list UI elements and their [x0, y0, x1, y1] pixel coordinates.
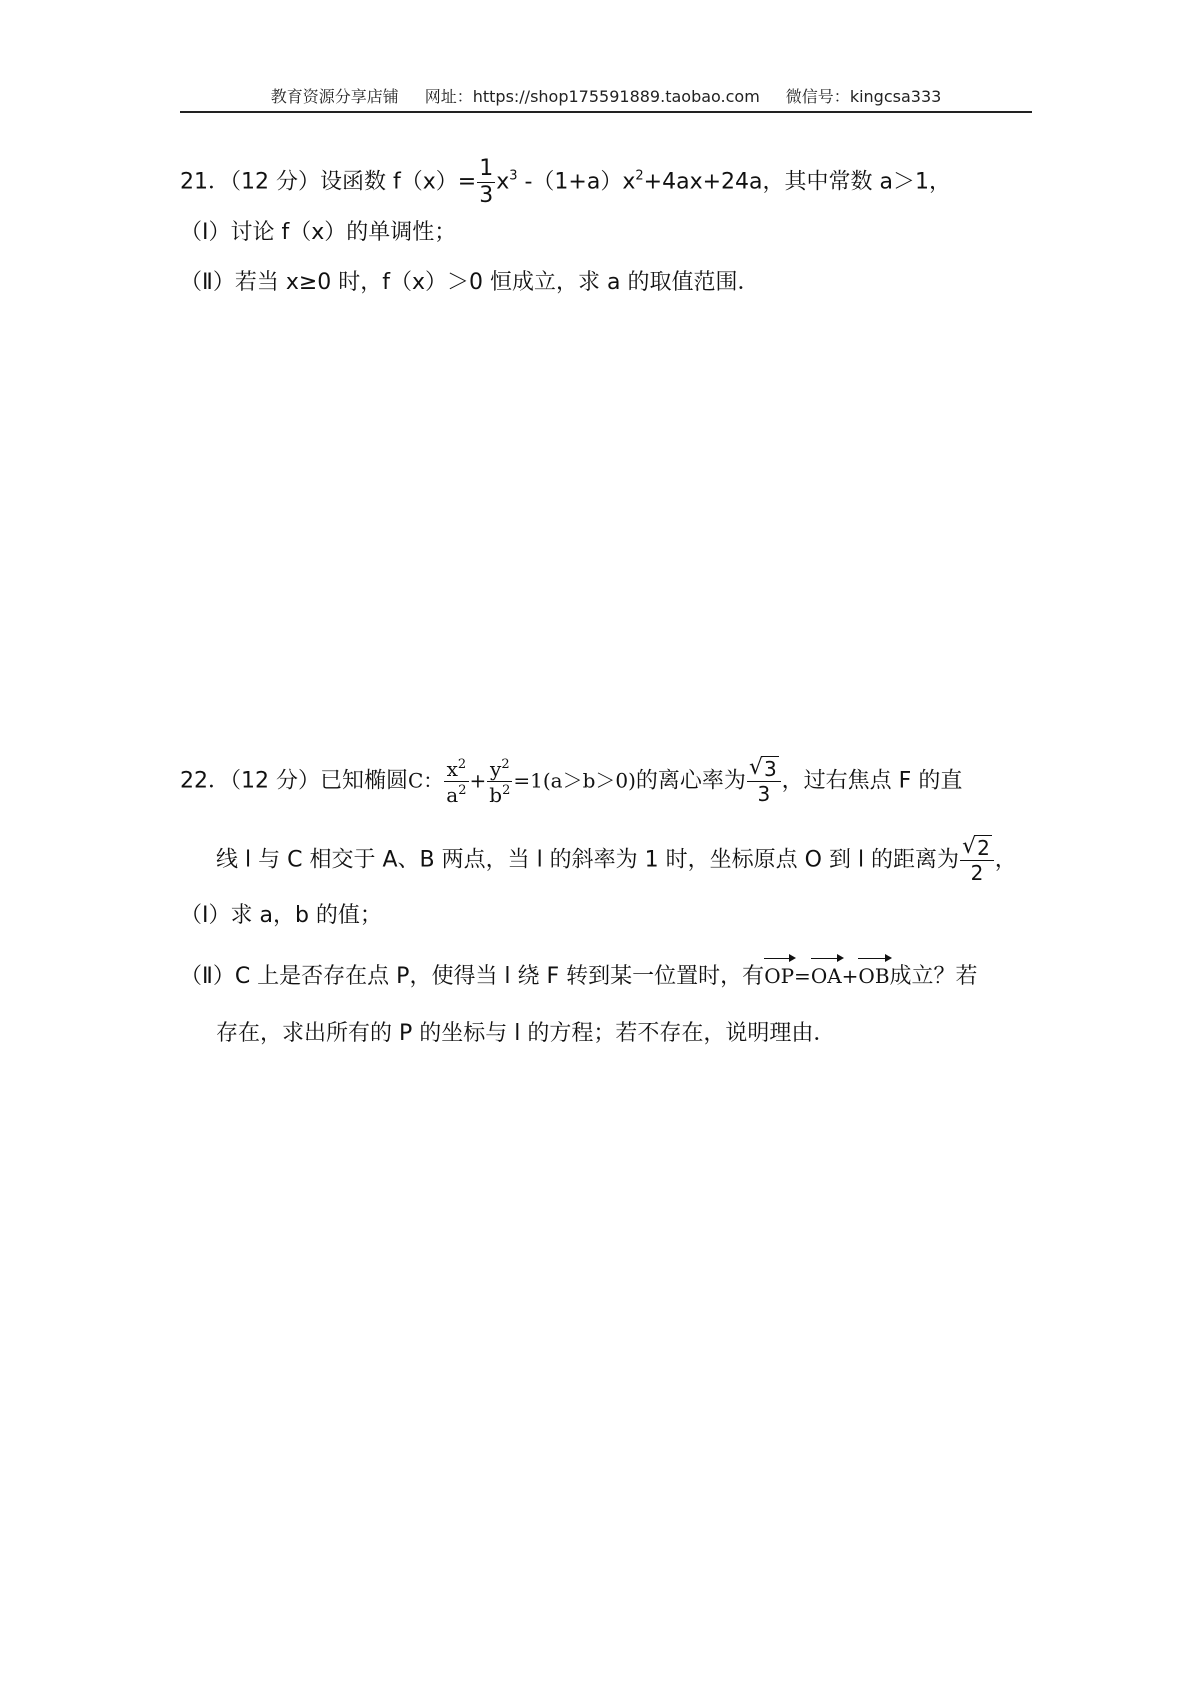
- q21-stem-mid: -（1+a）x: [517, 169, 636, 195]
- site-label: 网址：: [424, 87, 473, 106]
- site-url: https://shop175591889.taobao.com: [472, 87, 760, 106]
- q22-stem-prefix: 22．（12 分）已知椭圆: [180, 768, 408, 794]
- q22-stem-suffix: ，过右焦点 F 的直: [781, 768, 963, 794]
- wechat-id: kingcsa333: [849, 87, 942, 106]
- q22-dist-fraction: [960, 834, 994, 885]
- vector-op: [764, 958, 794, 986]
- q22-part2-suffix: 成立？若: [889, 964, 978, 989]
- q22-ey-den: b: [489, 783, 503, 807]
- vector-arrow-icon: [764, 958, 794, 959]
- q22-ey-den-exp: 2: [502, 783, 511, 798]
- q22-ellipse-x-term: [444, 758, 468, 805]
- q22-ellipse-rhs: =1(a＞b＞0): [513, 768, 636, 793]
- q22-part2: [180, 958, 978, 988]
- q21-stem-prefix: 21．（12 分）设函数 f（x）=: [180, 169, 477, 195]
- q22-ecc-text: 的离心率为: [635, 768, 746, 794]
- q22-ex-den: a: [446, 783, 459, 807]
- header-divider: [180, 111, 1032, 113]
- q22-dist-den: 2: [970, 861, 984, 885]
- q22-ey-num-exp: 2: [501, 757, 510, 772]
- vector-ob-label: OB: [858, 964, 890, 988]
- q21-part1: （Ⅰ）讨论 f（x）的单调性；: [180, 220, 457, 245]
- q22-vec-plus: +: [841, 964, 859, 988]
- q22-ecc-den: 3: [757, 782, 771, 806]
- q22-dist-root: 2: [977, 836, 990, 860]
- q22-ex-den-exp: 2: [458, 783, 467, 798]
- q22-plus: +: [469, 768, 487, 793]
- vector-arrow-icon: [858, 958, 889, 959]
- q22-part1: （Ⅰ）求 a，b 的值；: [180, 903, 382, 928]
- q22-line2-end: ，: [994, 847, 1017, 873]
- q22-ex-num-exp: 2: [457, 757, 467, 772]
- vector-oa-label: OA: [810, 964, 842, 988]
- q22-ellipse-y-term: [487, 758, 512, 805]
- q22-ecc-fraction: [747, 755, 781, 806]
- q21-fraction-den: 3: [479, 183, 494, 208]
- q22-ey-num: y: [490, 757, 502, 781]
- q21-fraction-num: 1: [479, 156, 494, 181]
- page-header: [180, 84, 1032, 107]
- q22-stem: [180, 755, 963, 807]
- q22-ecc-sqrt: √ 3: [748, 755, 777, 781]
- q22-line2-text: 线 l 与 C 相交于 A、B 两点，当 l 的斜率为 1 时，坐标原点 O 到 l 的距离为: [216, 847, 960, 873]
- q22-vec-eq: =: [794, 964, 811, 988]
- shop-name: 教育资源分享店铺: [270, 87, 399, 106]
- vector-oa: [811, 958, 842, 986]
- q22-part2-prefix: （Ⅱ）C 上是否存在点 P，使得当 l 绕 F 转到某一位置时，有: [180, 964, 765, 989]
- wechat-label: 微信号：: [785, 87, 850, 106]
- vector-op-label: OP: [764, 964, 795, 988]
- q22-line2: [216, 834, 1017, 885]
- q21-part2: （Ⅱ）若当 x≥0 时，f（x）＞0 恒成立，求 a 的取值范围．: [180, 270, 760, 295]
- q21-stem-suffix: +4ax+24a，其中常数 a＞1，: [643, 169, 951, 195]
- q21-x3-exp: 3: [509, 168, 518, 184]
- q21-x2-exp: 2: [635, 168, 644, 184]
- q22-ellipse-name: C：: [407, 768, 444, 793]
- vector-arrow-icon: [811, 958, 842, 959]
- q22-part2-line2: 存在，求出所有的 P 的坐标与 l 的方程；若不存在，说明理由．: [216, 1021, 836, 1046]
- q21-x3: x: [496, 169, 510, 195]
- q22-ex-num: x: [446, 757, 458, 781]
- vector-ob: [858, 958, 889, 986]
- q21-fraction: [477, 158, 495, 207]
- q21-stem: [180, 158, 951, 207]
- q22-dist-sqrt: √ 2: [962, 834, 990, 860]
- q22-ecc-root: 3: [763, 757, 777, 781]
